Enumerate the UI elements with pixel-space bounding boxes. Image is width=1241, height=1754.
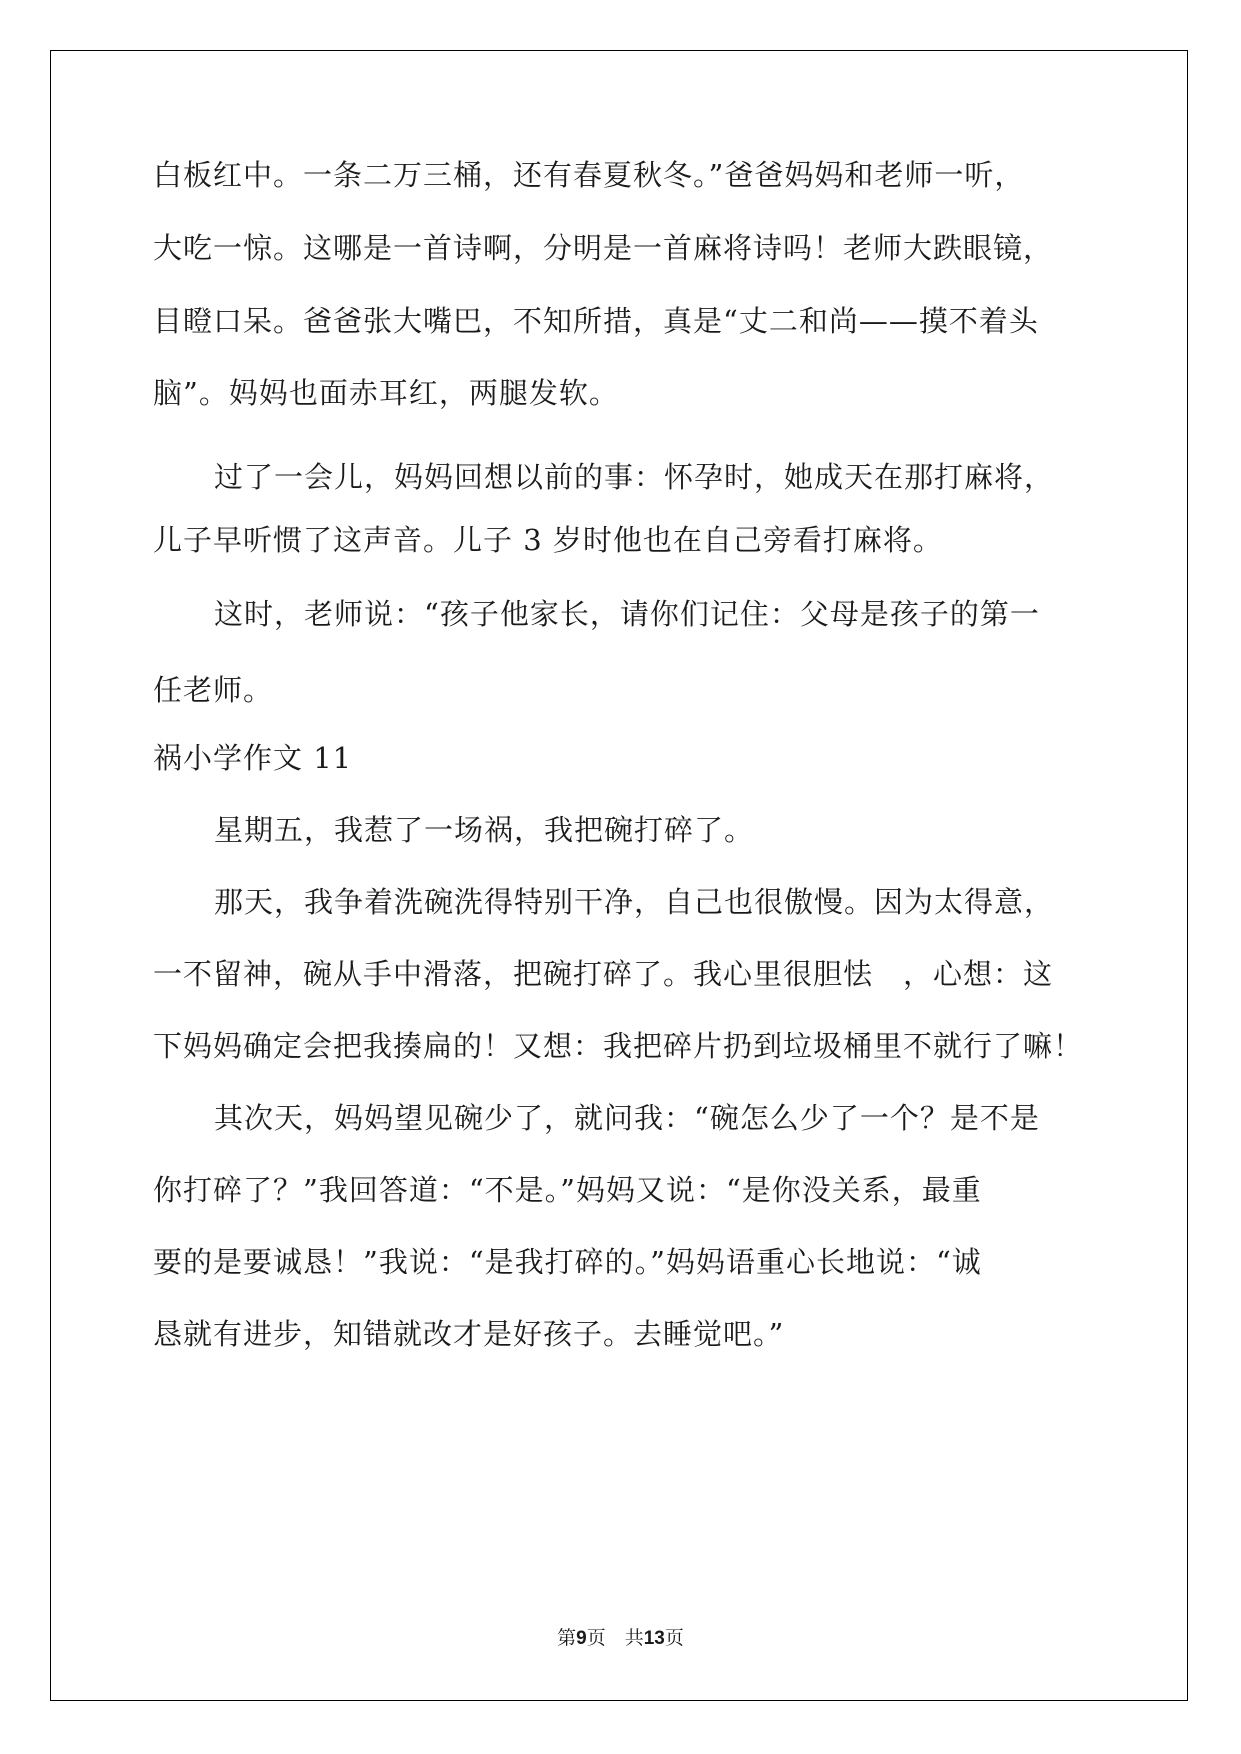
paragraph-start-line: 其次天，妈妈望见碗少了，就问我：“碗怎么少了一个？是不是 — [214, 1101, 1040, 1135]
footer-prefix: 第 — [557, 1627, 577, 1649]
footer-suffix: 页 — [664, 1627, 684, 1649]
text-line: 儿子早听惯了这声音。儿子 3 岁时他也在自己旁看打麻将。 — [153, 523, 943, 557]
text-line: 任老师。 — [153, 673, 274, 707]
current-page-number: 9 — [576, 1628, 587, 1649]
text-line: 要的是要诚恳！”我说：“是我打碎的。”妈妈语重心长地说：“诚 — [153, 1245, 982, 1279]
paragraph-start-line: 星期五，我惹了一场祸，我把碗打碎了。 — [214, 813, 755, 847]
text-line: 恳就有进步，知错就改才是好孩子。去睡觉吧。” — [153, 1317, 785, 1351]
footer-mid: 页 共 — [586, 1627, 644, 1649]
page-footer — [0, 1626, 1241, 1651]
section-title: 祸小学作文 11 — [153, 741, 353, 775]
text-line: 白板红中。一条二万三桶，还有春夏秋冬。”爸爸妈妈和老师一听， — [153, 158, 1025, 192]
text-line: 你打碎了？”我回答道：“不是。”妈妈又说：“是你没关系，最重 — [153, 1173, 982, 1207]
text-line: 脑”。妈妈也面赤耳红，两腿发软。 — [153, 376, 619, 410]
paragraph-start-line: 那天，我争着洗碗洗得特别干净，自己也很傲慢。因为太得意， — [214, 885, 1055, 919]
text-line: 一不留神，碗从手中滑落，把碗打碎了。我心里很胆怯 ，心想：这 — [153, 957, 1054, 991]
paragraph-start-line: 过了一会儿，妈妈回想以前的事：怀孕时，她成天在那打麻将， — [214, 460, 1055, 494]
text-line: 大吃一惊。这哪是一首诗啊，分明是一首麻将诗吗！老师大跌眼镜， — [153, 231, 1054, 265]
page-border — [50, 50, 1188, 1701]
text-line: 目瞪口呆。爸爸张大嘴巴，不知所措，真是“丈二和尚——摸不着头 — [153, 304, 1039, 338]
total-pages-number: 13 — [643, 1628, 665, 1649]
text-line: 下妈妈确定会把我揍扁的！又想：我把碎片扔到垃圾桶里不就行了嘛！ — [153, 1029, 1084, 1063]
paragraph-start-line: 这时，老师说：“孩子他家长，请你们记住：父母是孩子的第一 — [214, 597, 1040, 631]
